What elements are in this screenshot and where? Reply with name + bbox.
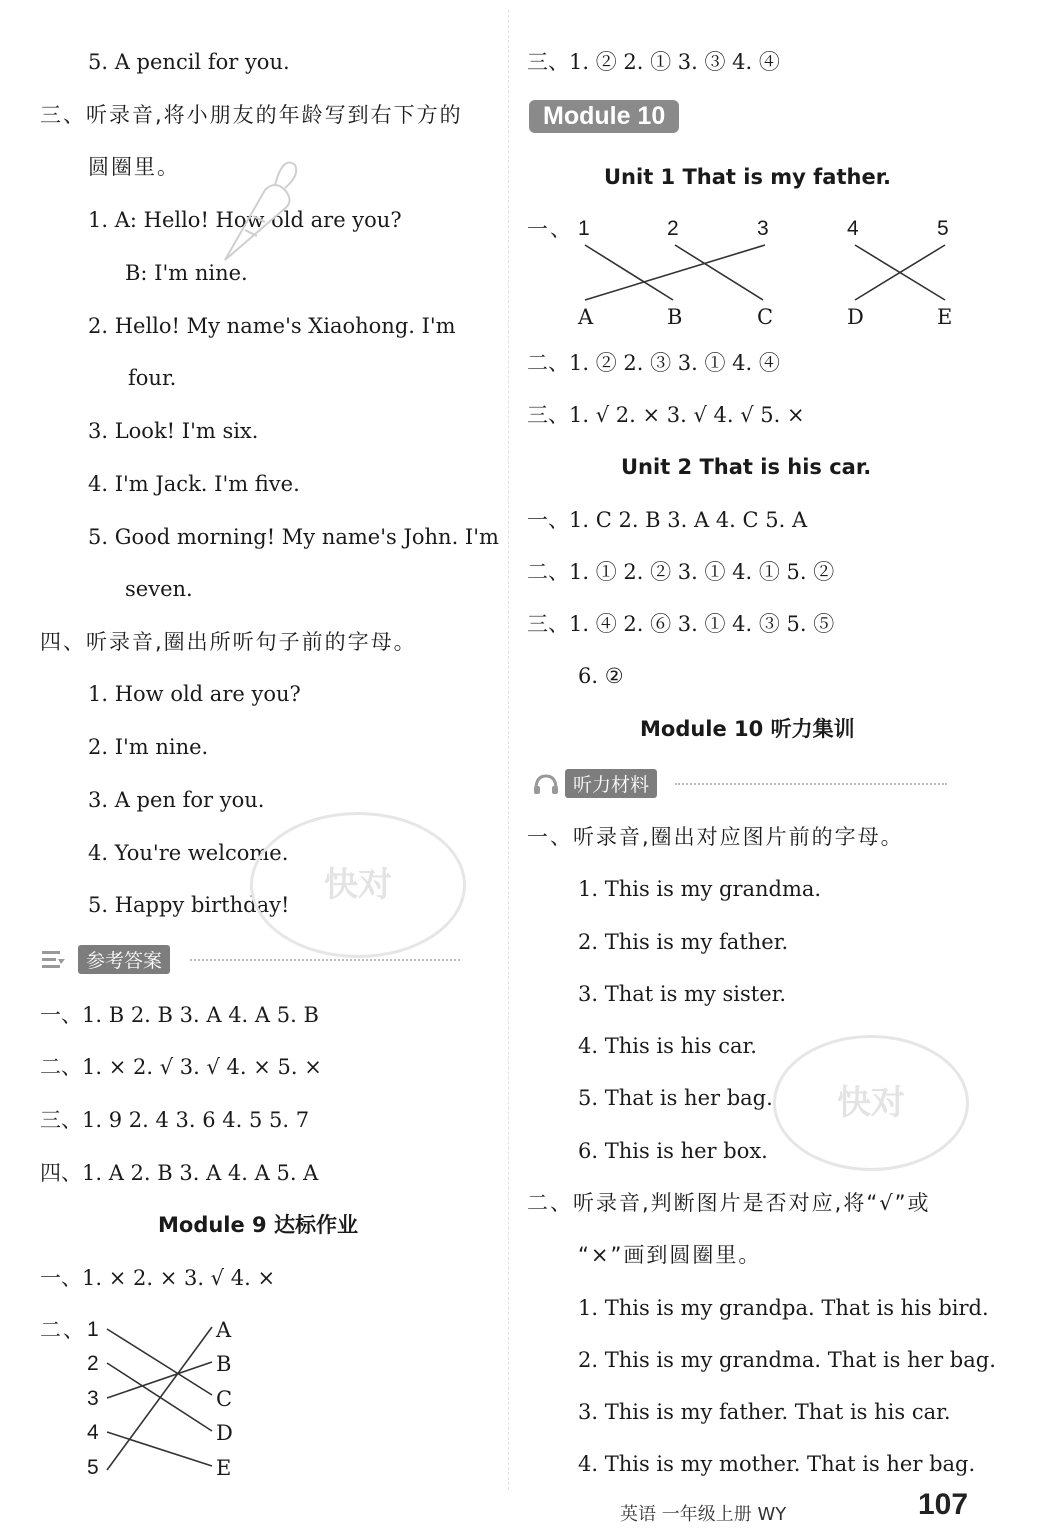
answer-row-2: 二、1. × 2. √ 3. √ 4. × 5. × — [40, 1055, 322, 1079]
listening-2-item-2: 2. This is my grandma. That is her bag. — [578, 1348, 996, 1372]
left-line-1: 5. A pencil for you. — [88, 50, 290, 74]
listening-section-2-heading: 二、听录音,判断图片是否对应,将“√”或 — [527, 1191, 931, 1215]
listening-2-item-3: 3. This is my father. That is his car. — [578, 1400, 951, 1424]
page-number: 107 — [918, 1488, 969, 1521]
left-line-7: four. — [128, 366, 177, 390]
u1-letter-e: E — [937, 305, 953, 329]
u1-letter-d: D — [847, 305, 864, 329]
left-line-16: 4. You're welcome. — [88, 841, 289, 865]
footer-subject: 英语 一年级上册 WY — [620, 1504, 787, 1525]
carrot-watermark-icon — [205, 150, 305, 270]
left-line-15: 3. A pen for you. — [88, 788, 265, 812]
left-line-6: 2. Hello! My name's Xiaohong. I'm — [88, 314, 456, 338]
listening-1-item-4: 4. This is his car. — [578, 1034, 757, 1058]
left-line-8: 3. Look! I'm six. — [88, 419, 259, 443]
m9-number-5: 5 — [87, 1456, 99, 1479]
u1-letter-c: C — [757, 305, 774, 329]
left-line-11: seven. — [125, 577, 193, 601]
m9-letter-a: A — [216, 1318, 232, 1342]
listening-title: Module 10 听力集训 — [640, 717, 855, 741]
top-answer-row: 三、1. ② 2. ① 3. ③ 4. ④ — [527, 50, 780, 74]
listening-1-item-3: 3. That is my sister. — [578, 982, 787, 1006]
u1-match-line-2 — [675, 245, 763, 300]
listening-1-item-6: 6. This is her box. — [578, 1139, 768, 1163]
module-9-title: Module 9 达标作业 — [158, 1213, 358, 1237]
m9-number-1: 1 — [87, 1318, 99, 1341]
left-line-9: 4. I'm Jack. I'm five. — [88, 472, 300, 496]
unit-2-title: Unit 2 That is his car. — [621, 455, 872, 479]
unit-2-answer-1: 一、1. C 2. B 3. A 4. C 5. A — [527, 508, 808, 532]
unit-1-answer-3: 三、1. √ 2. × 3. √ 4. √ 5. × — [527, 403, 805, 427]
unit-2-answer-3: 三、1. ④ 2. ⑥ 3. ① 4. ③ 5. ⑤ — [527, 612, 835, 636]
m9-letter-b: B — [216, 1352, 232, 1376]
listening-1-item-5: 5. That is her bag. — [578, 1086, 773, 1110]
listening-2-item-4: 4. This is my mother. That is her bag. — [578, 1452, 976, 1476]
unit-2-answer-2: 二、1. ① 2. ② 3. ① 4. ① 5. ② — [527, 560, 835, 584]
listening-section-1-heading: 一、听录音,圈出对应图片前的字母。 — [527, 825, 904, 849]
m9-match-line-1 — [107, 1329, 212, 1395]
m9-number-4: 4 — [87, 1421, 99, 1444]
m9-number-2: 2 — [87, 1352, 99, 1375]
answer-row-1: 一、1. B 2. B 3. A 4. A 5. B — [40, 1003, 319, 1027]
m9-letter-e: E — [216, 1456, 232, 1480]
section-3-heading: 三、听录音,将小朋友的年龄写到右下方的 — [40, 103, 463, 127]
module-9-q1: 一、1. × 2. × 3. √ 4. × — [40, 1266, 276, 1290]
m9-match-line-3 — [107, 1362, 212, 1398]
answer-row-3: 三、1. 9 2. 4 3. 6 4. 5 5. 7 — [40, 1108, 310, 1132]
u1-number-4: 4 — [847, 217, 859, 240]
watermark-stamp-right: 快对 — [773, 1035, 969, 1171]
listening-2-item-1: 1. This is my grandpa. That is his bird. — [578, 1296, 989, 1320]
watermark-stamp-left: 快对 — [250, 812, 466, 958]
left-line-14: 2. I'm nine. — [88, 735, 209, 759]
u1-letter-b: B — [667, 305, 683, 329]
u1-number-1: 1 — [578, 217, 590, 240]
m9-letter-c: C — [216, 1387, 233, 1411]
answer-key-tag: 参考答案 — [78, 945, 170, 974]
module-9-q2-label: 二、 — [40, 1318, 86, 1342]
left-line-4: 1. A: Hello! How old are you? — [88, 208, 402, 232]
unit-2-answer-3-cont: 6. ② — [578, 664, 624, 688]
unit-1-answer-2: 二、1. ② 2. ③ 3. ① 4. ④ — [527, 351, 780, 375]
section-4-heading: 四、听录音,圈出所听句子前的字母。 — [40, 630, 417, 654]
u1-number-2: 2 — [667, 217, 679, 240]
u1-number-3: 3 — [757, 217, 769, 240]
listening-1-item-1: 1. This is my grandma. — [578, 877, 822, 901]
u1-match-line-3 — [585, 245, 765, 300]
left-line-17: 5. Happy birthday! — [88, 893, 290, 917]
u1-match-line-1 — [585, 245, 673, 300]
module-10-badge: Module 10 — [529, 100, 679, 133]
unit-1-title: Unit 1 That is my father. — [604, 165, 892, 189]
listening-section-2-heading-cont: “×”画到圆圈里。 — [578, 1243, 762, 1267]
unit-1-q1-label: 一、 — [527, 217, 573, 241]
m9-letter-d: D — [216, 1421, 233, 1445]
m9-match-line-2 — [107, 1363, 212, 1431]
u1-letter-a: A — [578, 305, 594, 329]
left-line-10: 5. Good morning! My name's John. I'm — [88, 525, 499, 549]
column-divider — [508, 10, 509, 1490]
headphones-icon — [533, 773, 559, 795]
listening-1-item-2: 2. This is my father. — [578, 930, 789, 954]
answer-row-4: 四、1. A 2. B 3. A 4. A 5. A — [40, 1161, 319, 1185]
u1-number-5: 5 — [937, 217, 949, 240]
listening-material-tag: 听力材料 — [565, 769, 657, 798]
left-line-5: B: I'm nine. — [125, 261, 248, 285]
listening-material-rule — [675, 783, 947, 785]
section-3-heading-cont: 圆圈里。 — [88, 155, 180, 179]
left-line-13: 1. How old are you? — [88, 682, 301, 706]
m9-number-3: 3 — [87, 1387, 99, 1410]
